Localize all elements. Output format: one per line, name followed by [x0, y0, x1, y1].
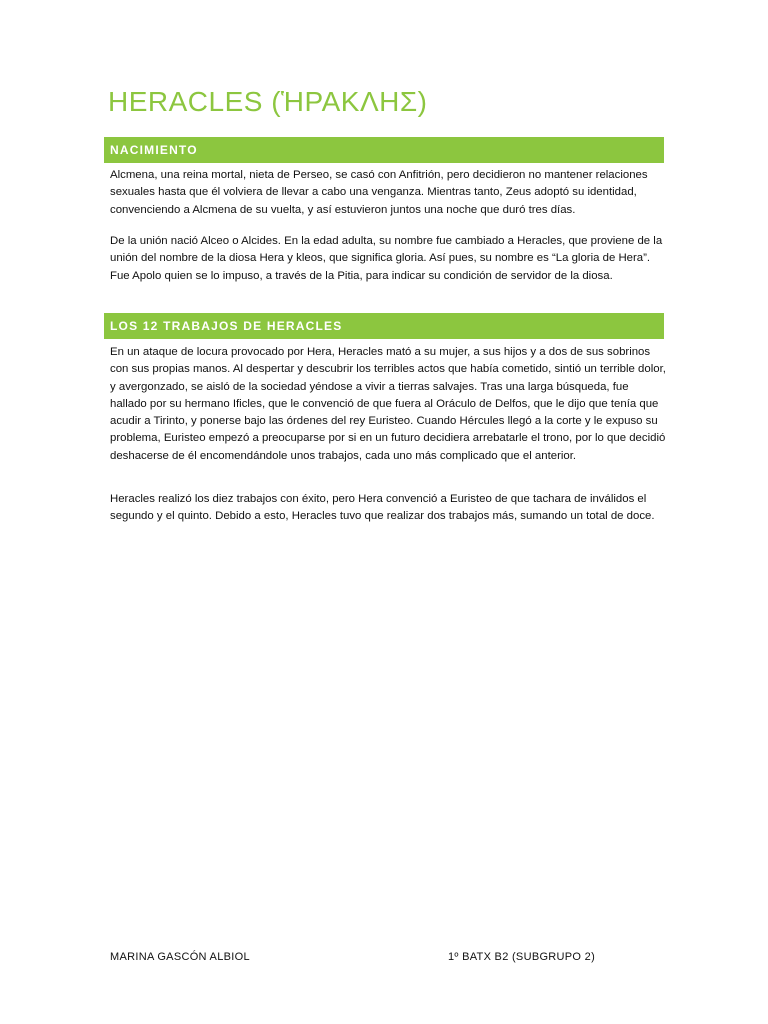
paragraph-trabajos-1: En un ataque de locura provocado por Hera, Heracles mató a su mujer, a sus hijos y a dos de sus sobrinos con sus propias manos. Al despertar y descubrir los terribles actos que había cometido, sintió un terrible dolor, y avergonzado, se aisló de la sociedad yéndose a vivir a tierras salvajes. Tras una larga búsqueda, fue hallado por su hermano Ificles, que le convenció de que fuera al Oráculo de Delfos, que le dijo que tenía que acudir a Tirinto, y ponerse bajo las órdenes del rey Euristeo. Cuando Hércules llegó a la corte y le expuso su problema, Euristeo empezó a preocuparse por si en un futuro decidiera arrebatarle el trono, por lo que decidió deshacerse de él encomendándole unos trabajos, cada uno más complicado que el anterior.	[110, 346, 666, 462]
paragraph-trabajos-2: Heracles realizó los diez trabajos con éxito, pero Hera convenció a Euristeo de que tachara de inválidos el segundo y el quinto. Debido a esto, Heracles tuvo que realizar dos trabajos más, sumando un total de doce.	[110, 493, 655, 523]
section-heading-trabajos: LOS 12 TRABAJOS DE HERACLES	[104, 313, 664, 339]
section-heading-nacimiento: NACIMIENTO	[104, 137, 664, 163]
paragraph-nacimiento-1: Alcmena, una reina mortal, nieta de Perseo, se casó con Anfitrión, pero decidieron no mantener relaciones sexuales hasta que él volviera de llevar a cabo una venganza. Mientras tanto, Zeus adoptó su identidad, convenciendo a Alcmena de su vuelta, y así estuvieron juntos una noche que duró tres días.	[110, 169, 648, 216]
paragraph-nacimiento-2: De la unión nació Alceo o Alcides. En la edad adulta, su nombre fue cambiado a Heracles, que proviene de la unión del nombre de la diosa Hera y kleos, que significa gloria. Así pues, su nombre es “La gloria de Hera”. Fue Apolo quien se lo impuso, a través de la Pitia, para indicar su condición de servidor de la diosa.	[110, 235, 663, 282]
footer-author: MARINA GASCÓN ALBIOL	[110, 951, 250, 963]
document-title: HERACLES (ἩΡΑΚΛΗΣ)	[108, 86, 428, 117]
footer-group: 1º BATX B2 (SUBGRUPO 2)	[448, 951, 596, 963]
